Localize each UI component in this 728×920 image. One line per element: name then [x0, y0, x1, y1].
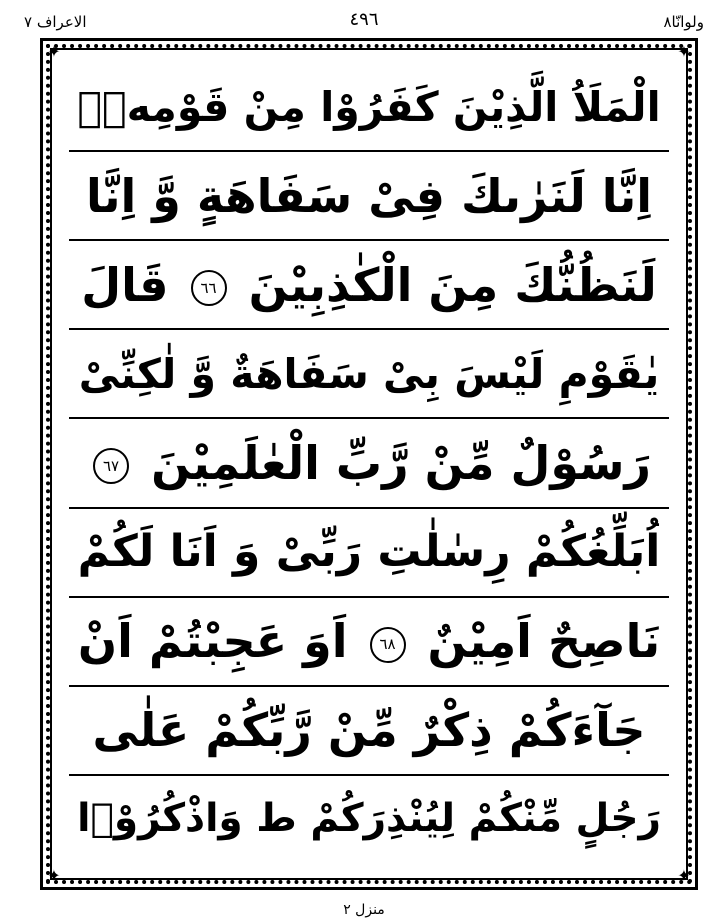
line-text: اِنَّا لَنَرٰىكَ فِیْ سَفَاهَةٍ وَّ اِنَّا: [85, 168, 653, 223]
text-line: [69, 152, 669, 241]
text-line: [69, 419, 669, 508]
line-text: [78, 611, 660, 671]
manzil-label: منزل ٢: [343, 902, 385, 918]
corner-ornament-icon: ✦: [677, 42, 691, 61]
juz-label: ولوانّا٨: [663, 13, 704, 31]
corner-ornament-icon: ✦: [677, 866, 691, 885]
line-text: رَجُلٍ مِّنْكُمْ لِیُنْذِرَكُمْ ط وَاذْكُرُوْۤا: [77, 796, 661, 842]
corner-ornament-icon: ✦: [47, 42, 61, 61]
ayah-number-marker: ٦٦: [191, 270, 227, 306]
text-line: [69, 509, 669, 598]
page-number: ٤٩٦: [349, 9, 379, 30]
line-text-part: نَاصِحٌ اَمِیْنٌ: [427, 614, 661, 669]
line-text: اُبَلِّغُكُمْ رِسٰلٰتِ رَبِّیْ وَ اَنَا لَكُمْ: [77, 526, 661, 578]
line-text: الْمَلَاُ الَّذِیْنَ كَفَرُوْا مِنْ قَوْمِهٖۤ: [77, 82, 661, 131]
page-frame: [40, 38, 698, 890]
text-line: [69, 330, 669, 419]
line-text-part: اَوَ عَجِبْتُمْ اَنْ: [77, 614, 348, 669]
text-line: [69, 598, 669, 687]
text-line: [69, 63, 669, 152]
line-text: جَآءَكُمْ ذِكْرٌ مِّنْ رَّبِّكُمْ عَلٰى: [92, 703, 646, 758]
line-text: یٰقَوْمِ لَیْسَ بِیْ سَفَاهَةٌ وَّ لٰكِنِّیْ: [78, 349, 660, 398]
corner-ornament-icon: ✦: [47, 866, 61, 885]
line-text-part: قَالَ: [81, 257, 169, 312]
text-line: [69, 241, 669, 330]
ayah-number-marker: ٦٨: [370, 627, 406, 663]
text-lines: [69, 63, 669, 863]
line-text: [87, 433, 651, 493]
ayah-number-marker: ٦٧: [93, 448, 129, 484]
surah-label: الاعراف ٧: [24, 13, 87, 31]
text-line: [69, 776, 669, 863]
line-text: [81, 255, 657, 315]
line-text-part: لَنَظُنُّكَ مِنَ الْكٰذِبِیْنَ: [248, 257, 657, 312]
text-line: [69, 687, 669, 776]
line-text-part: رَسُوْلٌ مِّنْ رَّبِّ الْعٰلَمِیْنَ: [151, 435, 651, 490]
